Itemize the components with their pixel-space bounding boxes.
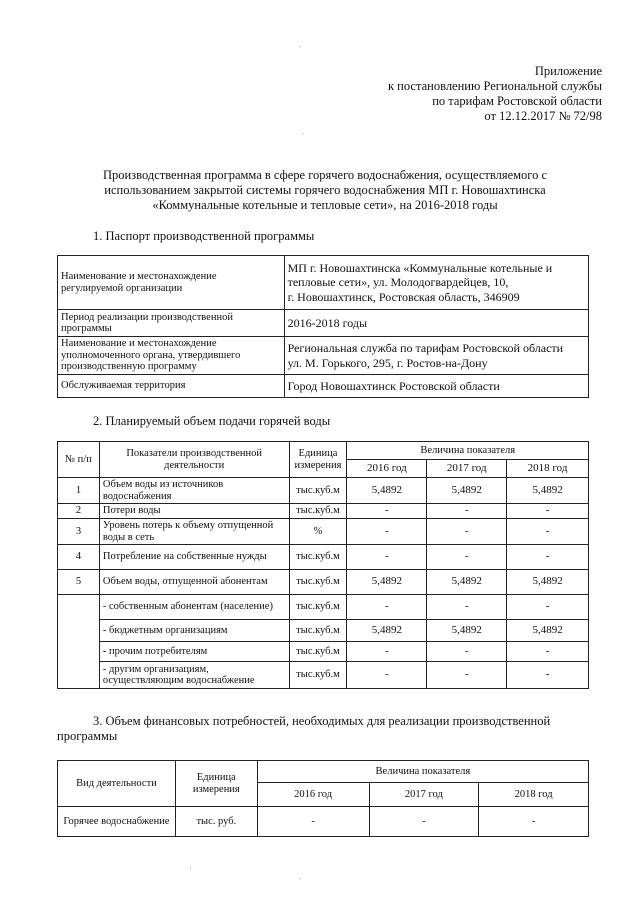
financial-needs-table (57, 760, 589, 837)
passport-table (57, 255, 589, 398)
cell-indicator: - прочим потребителям (99, 642, 289, 662)
table-header-row (58, 442, 589, 460)
table-row (58, 310, 589, 337)
scan-dot (300, 878, 301, 879)
cell-value: - (507, 545, 589, 570)
cell-value: - (347, 642, 427, 662)
col-header-unit: Единица измерения (289, 442, 347, 478)
table-cell-value: 2016-2018 годы (284, 310, 588, 337)
col-header-year: 2017 год (427, 460, 507, 478)
cell-unit: тыс.куб.м (289, 478, 347, 504)
cell-unit: тыс.куб.м (289, 662, 347, 689)
cell-value: - (347, 545, 427, 570)
cell-value: - (347, 595, 427, 620)
col-header-year: 2016 год (347, 460, 427, 478)
cell-num: 2 (58, 504, 100, 519)
cell-value: - (427, 519, 507, 545)
table-cell-label: Наименование и местонахождение регулируемой организации (58, 256, 285, 310)
appendix-ref-line: по тарифам Ростовской области (432, 94, 602, 108)
cell-value: - (347, 519, 427, 545)
cell-value: 5,4892 (427, 570, 507, 595)
appendix-ref-line: к постановлению Региональной службы (387, 79, 602, 93)
table-row (58, 642, 589, 662)
cell-indicator: Уровень потерь к объему отпущенной воды в сеть (99, 519, 289, 545)
cell-unit: тыс.куб.м (289, 595, 347, 620)
cell-value: 5,4892 (507, 570, 589, 595)
col-header-value: Величина показателя (257, 761, 588, 783)
cell-value: - (507, 504, 589, 519)
table-row (58, 545, 589, 570)
col-header-value: Величина показателя (347, 442, 589, 460)
cell-num: 5 (58, 570, 100, 595)
cell-value: - (427, 662, 507, 689)
cell-value: - (347, 662, 427, 689)
table-row (58, 256, 589, 310)
cell-activity: Горячее водоснабжение (58, 807, 176, 837)
col-header-indicator: Показатели производственной деятельности (99, 442, 289, 478)
cell-indicator: - бюджетным организациям (99, 620, 289, 642)
col-header-num: № п/п (58, 442, 100, 478)
col-header-year: 2016 год (257, 783, 369, 807)
cell-unit: тыс.куб.м (289, 545, 347, 570)
table-cell-label: Обслуживаемая территория (58, 375, 285, 398)
cell-unit: тыс.куб.м (289, 570, 347, 595)
cell-value: - (369, 807, 479, 837)
cell-unit: тыс.куб.м (289, 504, 347, 519)
cell-value: - (257, 807, 369, 837)
col-header-year: 2017 год (369, 783, 479, 807)
document-title-line: использованием закрытой системы горячего водоснабжения МП г. Новошахтинска (104, 183, 546, 197)
cell-value: 5,4892 (507, 478, 589, 504)
cell-value: - (507, 642, 589, 662)
cell-value: - (347, 504, 427, 519)
section-heading: 2. Планируемый объем подачи горячей воды (93, 414, 331, 428)
cell-value: - (427, 642, 507, 662)
cell-num: 4 (58, 545, 100, 570)
cell-value: - (427, 545, 507, 570)
cell-value: - (507, 519, 589, 545)
water-volume-table (57, 441, 589, 689)
table-row (58, 620, 589, 642)
table-cell-value: МП г. Новошахтинска «Коммунальные котельные и тепловые сети», ул. Молодогвардейцев, 10, г. Новошахтинск, Ростовская область, 346909 (284, 256, 588, 310)
table-cell-label: Наименование и местонахождение уполномоченного органа, утвердившего производственную программу (58, 337, 285, 375)
cell-value: - (479, 807, 589, 837)
cell-indicator: Потери воды (99, 504, 289, 519)
cell-value: 5,4892 (347, 570, 427, 595)
table-row (58, 519, 589, 545)
cell-num (58, 595, 100, 689)
cell-unit: % (289, 519, 347, 545)
cell-num: 1 (58, 478, 100, 504)
table-row (58, 375, 589, 398)
scan-dot (190, 868, 191, 869)
col-header-unit: Единица измерения (175, 761, 257, 807)
cell-indicator: Объем воды, отпущенной абонентам (99, 570, 289, 595)
table-row (58, 504, 589, 519)
col-header-year: 2018 год (479, 783, 589, 807)
scan-dot (300, 46, 301, 47)
table-cell-value: Региональная служба по тарифам Ростовской области ул. М. Горького, 295, г. Ростов-на-Дону (284, 337, 588, 375)
appendix-label: Приложение (534, 64, 602, 78)
cell-indicator: Потребление на собственные нужды (99, 545, 289, 570)
table-cell-value: Город Новошахтинск Ростовской области (284, 375, 588, 398)
section-heading-cont: программы (57, 729, 118, 743)
cell-value: - (427, 504, 507, 519)
scan-dot (302, 133, 303, 134)
cell-value: 5,4892 (427, 478, 507, 504)
table-header-row (58, 761, 589, 783)
cell-value: - (507, 662, 589, 689)
cell-unit: тыс.куб.м (289, 620, 347, 642)
section-heading: 3. Объем финансовых потребностей, необходимых для реализации производственной (93, 714, 551, 728)
cell-indicator: - другим организациям, осуществляющим водоснабжение (99, 662, 289, 689)
col-header-year: 2018 год (507, 460, 589, 478)
table-row (58, 337, 589, 375)
cell-value: 5,4892 (347, 478, 427, 504)
appendix-date-number: от 12.12.2017 № 72/98 (484, 109, 602, 123)
table-row (58, 570, 589, 595)
cell-value: 5,4892 (347, 620, 427, 642)
cell-value: - (427, 595, 507, 620)
cell-value: 5,4892 (507, 620, 589, 642)
cell-value: 5,4892 (427, 620, 507, 642)
table-row (58, 478, 589, 504)
table-row (58, 807, 589, 837)
cell-unit: тыс.куб.м (289, 642, 347, 662)
section-heading: 1. Паспорт производственной программы (93, 229, 315, 243)
table-row (58, 595, 589, 620)
cell-unit: тыс. руб. (175, 807, 257, 837)
document-title-line: «Коммунальные котельные и тепловые сети», на 2016-2018 годы (152, 198, 498, 212)
col-header-activity: Вид деятельности (58, 761, 176, 807)
table-cell-label: Период реализации производственной программы (58, 310, 285, 337)
cell-indicator: - собственным абонентам (население) (99, 595, 289, 620)
cell-num: 3 (58, 519, 100, 545)
document-title-line: Производственная программа в сфере горячего водоснабжения, осуществляемого с (102, 168, 548, 182)
table-row (58, 662, 589, 689)
cell-indicator: Объем воды из источников водоснабжения (99, 478, 289, 504)
cell-value: - (507, 595, 589, 620)
